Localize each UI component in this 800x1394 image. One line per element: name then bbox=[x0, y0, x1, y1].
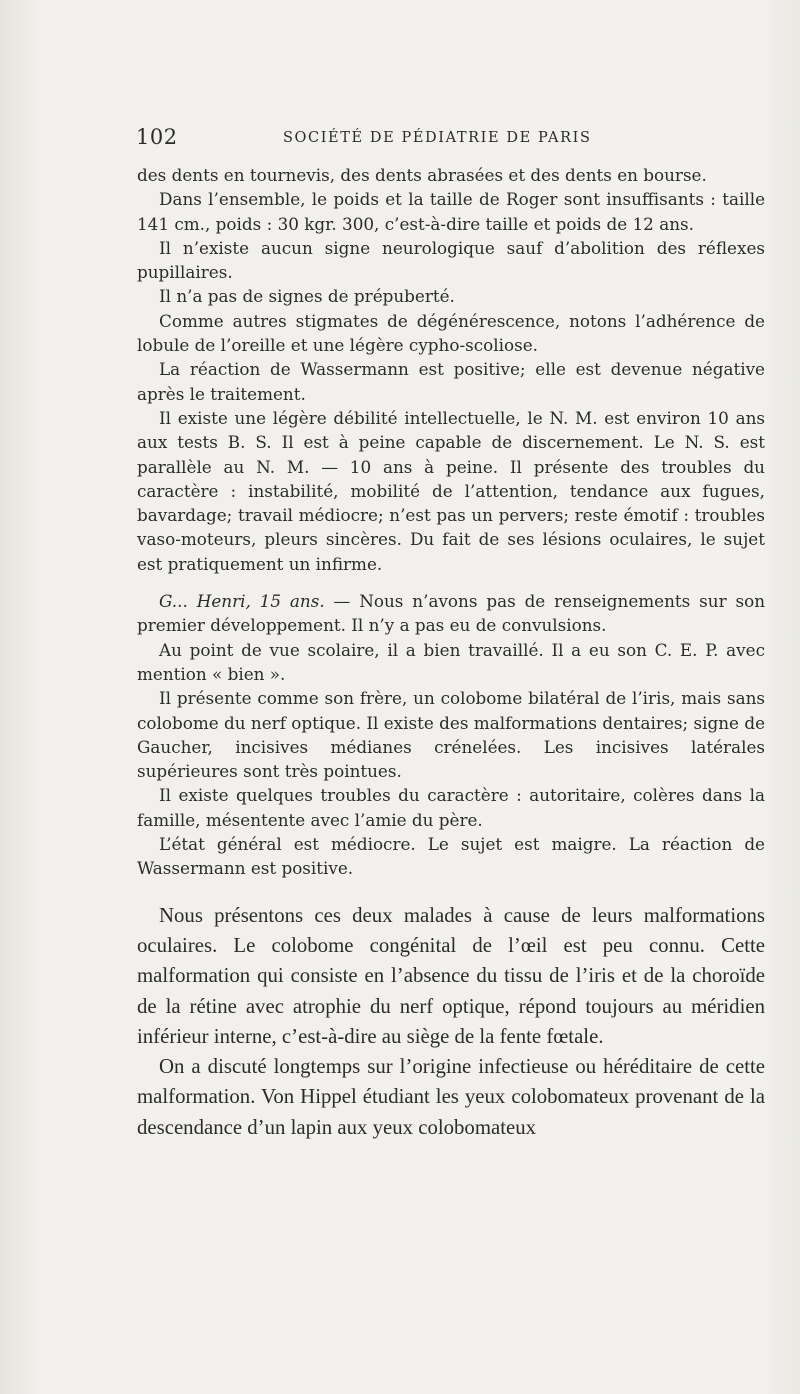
body-text bbox=[137, 163, 765, 1143]
paragraph-taille-poids: Dans l’ensemble, le poids et la taille de Roger sont insuffisants : taille 141 cm., poids : 30 kgr. 300, c’est-à-dire taille et poids de 12 ans. bbox=[137, 189, 765, 234]
discussion-section bbox=[137, 901, 765, 1143]
section-spacer bbox=[137, 576, 765, 589]
paragraph-prepuberte: Il n’a pas de signes de prépuberté. bbox=[159, 286, 455, 307]
paragraph-scolaire: Au point de vue scolaire, il a bien travaillé. Il a eu son C. E. P. avec mention « bien ». bbox=[137, 639, 765, 684]
page-number: 102 bbox=[136, 125, 178, 149]
paragraph-dents: des dents en tournevis, des dents abrasées et des dents en bourse. bbox=[137, 165, 707, 185]
paragraph-colobome-iris: Il présente comme son frère, un colobome bilatéral de l’iris, mais sans colobome du nerf optique. Il existe des malformations dentaires; signe de Gaucher, incisives médianes crénelées. Les incisives latérales supérieures sont très pointues. bbox=[137, 688, 765, 782]
paragraph-stigmates: Comme autres stigmates de dégénérescence, notons l’adhérence de lobule de l’oreille et une légère cypho-scoliose. bbox=[137, 310, 765, 356]
paragraph-caractere: Il existe quelques troubles du caractère : autoritaire, colères dans la famille, mésentente avec l’amie du père. bbox=[137, 785, 765, 830]
paragraph-discussion-2: On a discuté longtemps sur l’origine infectieuse ou héréditaire de cette malformation. Von Hippel étudiant les yeux colobomateux provenant de la descendance d’un lapin aux yeux colobomateux bbox=[137, 1055, 765, 1139]
case-name: G... Henri, 15 ans. bbox=[159, 591, 325, 612]
paragraph-henri bbox=[137, 589, 765, 638]
paragraph-etat-general: L’état général est médiocre. Le sujet est maigre. La réaction de Wassermann est positive. bbox=[137, 834, 765, 879]
paragraph-wassermann: La réaction de Wassermann est positive; elle est devenue négative après le traitement. bbox=[137, 359, 765, 404]
case-report-section bbox=[137, 163, 765, 881]
page-header bbox=[136, 125, 766, 157]
paragraph-debilite: Il existe une légère débilité intellectuelle, le N. M. est environ 10 ans aux tests B. S. Il est à peine capable de discernement. Le N. S. est parallèle au N. M. — 10 ans à peine. Il présente des troubles du caractère : instabilité, mobilité de l’attention, tendance aux fugues, bavardage; travail médiocre; n’est pas un pervers; reste émotif : troubles vaso-moteurs, pleurs sincères. Du fait de ses lésions oculaires, le sujet est pratiquement un infirme. bbox=[137, 407, 765, 574]
case-intro-text: — Nous n’avons pas de renseignements sur son premier développement. Il n’y a pas eu de convulsions. bbox=[137, 591, 766, 636]
paragraph-discussion-1: Nous présentons ces deux malades à cause de leurs malformations oculaires. Le colobome congénital de l’œil est peu connu. Cette malformation qui consiste en l’absence du tissu de l’iris et de la choroïde de la rétine avec atrophie du nerf optique, répond toujours au méridien inférieur interne, c’est-à-dire au siège de la fente fœtale. bbox=[137, 903, 765, 1048]
paragraph-neurologique: Il n’existe aucun signe neurologique sauf d’abolition des réflexes pupillaires. bbox=[137, 237, 765, 283]
running-title: SOCIÉTÉ DE PÉDIATRIE DE PARIS bbox=[283, 130, 592, 146]
